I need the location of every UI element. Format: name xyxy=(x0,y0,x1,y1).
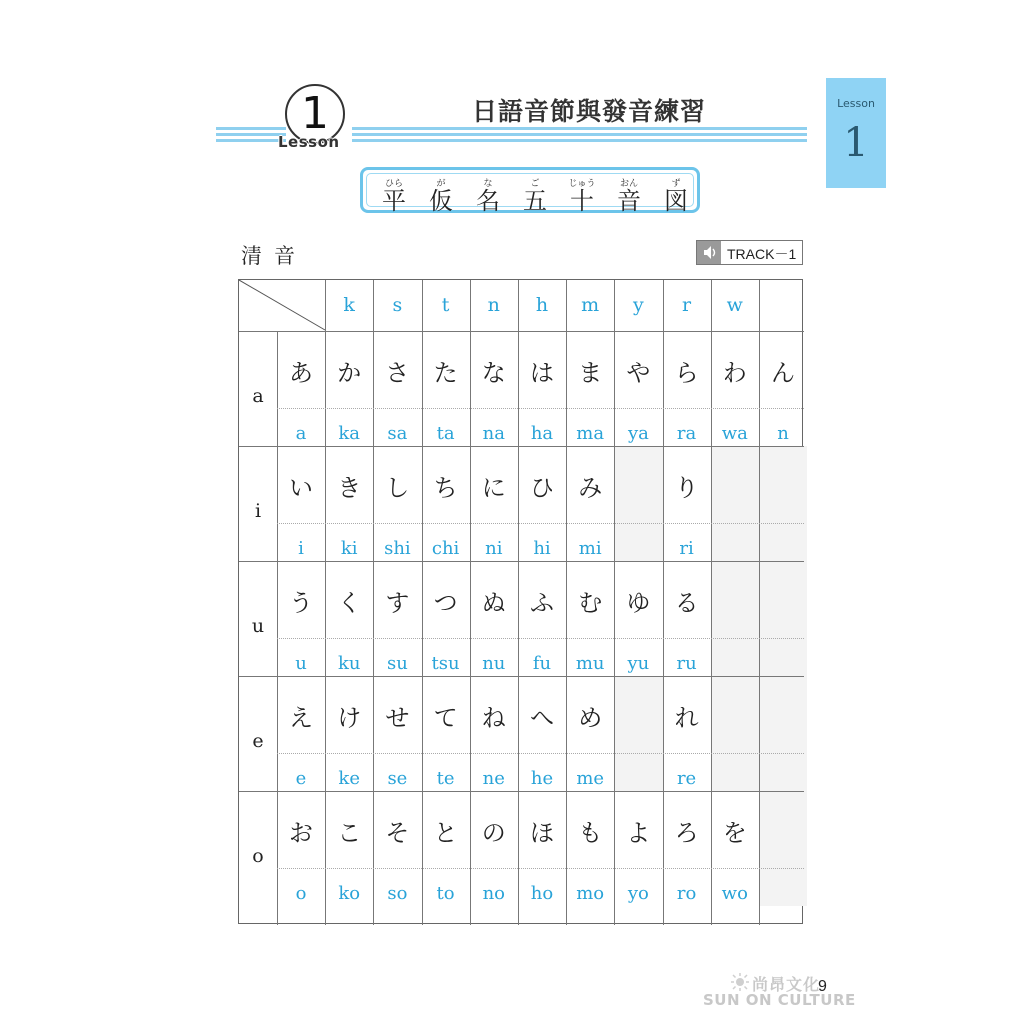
speaker-icon xyxy=(697,241,721,264)
kana-cell: た xyxy=(433,359,458,387)
romaji-cell: fu xyxy=(532,653,552,674)
kana-cell: ま xyxy=(578,359,603,387)
romaji-cell: ka xyxy=(338,423,360,444)
vowel-label: e xyxy=(252,730,264,752)
romaji-cell: yo xyxy=(627,883,649,904)
grid-line xyxy=(239,561,804,562)
romaji-cell: na xyxy=(482,423,505,444)
banner-ruby: ご xyxy=(530,179,540,189)
consonant-header: s xyxy=(392,294,403,316)
publisher-watermark-cn: 尚昂文化 xyxy=(752,975,821,994)
kana-cell: そ xyxy=(385,819,410,847)
kana-cell: さ xyxy=(385,359,410,387)
kana-cell: て xyxy=(433,704,458,732)
page-number: 9 xyxy=(818,978,827,995)
romaji-cell: i xyxy=(298,538,304,559)
romaji-cell: ru xyxy=(676,653,697,674)
romaji-cell: se xyxy=(387,768,408,789)
romaji-cell: su xyxy=(386,653,408,674)
consonant-header: r xyxy=(682,294,692,316)
romaji-cell: ri xyxy=(679,538,694,559)
kana-cell: の xyxy=(481,819,506,847)
kana-cell: ぬ xyxy=(481,589,506,617)
romaji-cell: mu xyxy=(575,653,605,674)
banner-main: 名 xyxy=(476,187,500,215)
dotted-divider xyxy=(277,868,804,869)
romaji-cell: mo xyxy=(576,883,605,904)
kana-cell: も xyxy=(578,819,603,847)
grid-line xyxy=(239,331,804,332)
kana-cell: わ xyxy=(722,359,747,387)
romaji-cell: no xyxy=(482,883,506,904)
vowel-label: a xyxy=(252,385,264,407)
header-stripe xyxy=(352,139,807,142)
empty-cell xyxy=(759,676,807,791)
section-title: 清音 xyxy=(241,244,307,268)
dotted-divider xyxy=(277,753,804,754)
kana-cell: に xyxy=(481,474,506,502)
kana-cell: よ xyxy=(626,819,651,847)
kana-cell: む xyxy=(578,589,603,617)
lesson-word: Lesson xyxy=(278,133,340,151)
kana-cell: を xyxy=(722,819,747,847)
banner-ruby: な xyxy=(483,179,493,189)
kana-cell: き xyxy=(337,474,362,502)
romaji-cell: ra xyxy=(676,423,697,444)
consonant-header: y xyxy=(633,294,644,316)
romaji-cell: ne xyxy=(482,768,505,789)
empty-cell xyxy=(759,446,807,561)
banner-main: 十 xyxy=(570,187,594,215)
kana-cell: れ xyxy=(674,704,699,732)
publisher-watermark-en: SUN ON CULTURE xyxy=(703,991,856,1009)
romaji-cell: ta xyxy=(436,423,455,444)
header-diagonal xyxy=(239,280,326,331)
kana-cell: ふ xyxy=(530,589,554,617)
kana-cell: ほ xyxy=(530,819,554,847)
header-stripe xyxy=(216,133,286,136)
kana-cell: み xyxy=(578,474,603,502)
banner-char xyxy=(515,179,555,213)
banner-char xyxy=(421,179,461,213)
romaji-cell: e xyxy=(295,768,307,789)
vowel-label: o xyxy=(252,845,264,867)
romaji-cell: ha xyxy=(530,423,554,444)
romaji-cell: shi xyxy=(384,538,411,559)
kana-cell: ん xyxy=(771,359,795,387)
romaji-cell: mi xyxy=(578,538,602,559)
romaji-cell: to xyxy=(436,883,455,904)
dotted-divider xyxy=(277,523,804,524)
kana-cell: う xyxy=(289,589,313,617)
kana-cell: つ xyxy=(433,589,458,617)
kana-cell: か xyxy=(337,359,362,387)
publisher-logo-icon xyxy=(731,973,749,991)
kana-cell: は xyxy=(530,359,554,387)
kana-cell: る xyxy=(674,589,699,617)
consonant-header: t xyxy=(441,294,450,316)
empty-cell xyxy=(711,446,759,561)
page-title: 日語音節與發音練習 xyxy=(472,97,707,126)
banner-ruby: ず xyxy=(671,179,681,189)
romaji-cell: ma xyxy=(576,423,605,444)
track-badge[interactable] xyxy=(696,240,803,265)
empty-cell xyxy=(614,446,662,561)
romaji-cell: chi xyxy=(431,538,460,559)
vowel-label: u xyxy=(251,615,265,637)
banner-ruby: おん xyxy=(619,179,638,189)
kana-cell: へ xyxy=(530,704,554,732)
romaji-cell: u xyxy=(295,653,307,674)
consonant-header: n xyxy=(487,294,500,316)
banner-main: 平 xyxy=(382,187,406,215)
consonant-header: m xyxy=(581,294,600,316)
consonant-header: w xyxy=(726,294,743,316)
romaji-cell: wa xyxy=(721,423,748,444)
banner-main: 音 xyxy=(617,187,641,215)
romaji-cell: o xyxy=(295,883,307,904)
kana-cell: ひ xyxy=(530,474,554,502)
romaji-cell: ku xyxy=(337,653,361,674)
consonant-header: h xyxy=(535,294,549,316)
header-stripe xyxy=(216,127,286,130)
side-tab-label: Lesson xyxy=(837,97,875,110)
romaji-cell: sa xyxy=(387,423,408,444)
kana-cell: け xyxy=(337,704,362,732)
romaji-cell: ni xyxy=(485,538,503,559)
consonant-header: k xyxy=(343,294,355,316)
kana-cell: や xyxy=(626,359,651,387)
banner-char xyxy=(374,179,414,213)
banner-main: 五 xyxy=(523,187,547,215)
kana-cell: め xyxy=(578,704,603,732)
romaji-cell: ro xyxy=(676,883,697,904)
track-label: TRACK－1 xyxy=(727,246,797,262)
romaji-cell: hi xyxy=(533,538,551,559)
romaji-cell: te xyxy=(436,768,455,789)
romaji-cell: ya xyxy=(627,423,649,444)
kana-cell: い xyxy=(289,474,313,502)
romaji-cell: a xyxy=(295,423,307,444)
kana-cell: せ xyxy=(385,704,410,732)
kana-cell: こ xyxy=(337,819,362,847)
romaji-cell: ke xyxy=(338,768,360,789)
kana-cell: ね xyxy=(481,704,506,732)
empty-cell xyxy=(759,561,807,676)
lesson-side-tab xyxy=(826,78,886,188)
romaji-cell: ho xyxy=(530,883,554,904)
banner-ruby: ひら xyxy=(384,179,403,189)
romaji-cell: tsu xyxy=(431,653,460,674)
gojuon-banner xyxy=(360,167,700,213)
banner-ruby: じゅう xyxy=(568,179,596,189)
romaji-cell: re xyxy=(676,768,697,789)
kana-cell: り xyxy=(674,474,699,502)
lesson-number: 1 xyxy=(301,88,329,139)
romaji-cell: me xyxy=(576,768,605,789)
kana-cell: ゆ xyxy=(626,589,651,617)
gojuon-table xyxy=(238,279,803,924)
kana-cell: ら xyxy=(674,359,699,387)
romaji-cell: ko xyxy=(338,883,361,904)
header-stripe xyxy=(352,133,807,136)
romaji-cell: ki xyxy=(340,538,358,559)
romaji-cell: yu xyxy=(627,653,650,674)
empty-cell xyxy=(614,676,662,791)
kana-cell: し xyxy=(385,474,410,502)
banner-char xyxy=(656,179,696,213)
empty-cell xyxy=(711,676,759,791)
romaji-cell: n xyxy=(777,423,789,444)
banner-main: 仮 xyxy=(429,187,453,215)
kana-cell: え xyxy=(289,704,313,732)
empty-cell xyxy=(759,791,807,906)
kana-cell: ち xyxy=(433,474,458,502)
side-tab-number: 1 xyxy=(843,120,869,166)
dotted-divider xyxy=(277,638,804,639)
kana-cell: あ xyxy=(289,359,313,387)
empty-cell xyxy=(711,561,759,676)
banner-ruby: が xyxy=(436,179,446,189)
banner-char xyxy=(468,179,508,213)
kana-cell: と xyxy=(433,819,458,847)
header-stripe xyxy=(216,139,286,142)
kana-cell: く xyxy=(337,589,362,617)
grid-line xyxy=(239,676,804,677)
romaji-cell: he xyxy=(530,768,554,789)
romaji-cell: wo xyxy=(721,883,748,904)
vowel-label: i xyxy=(254,500,262,522)
kana-cell: お xyxy=(289,819,313,847)
grid-line xyxy=(239,791,804,792)
kana-cell: す xyxy=(385,589,410,617)
romaji-cell: so xyxy=(387,883,408,904)
romaji-cell: nu xyxy=(482,653,506,674)
kana-cell: ろ xyxy=(674,819,699,847)
banner-char xyxy=(562,179,602,213)
dotted-divider xyxy=(277,408,804,409)
banner-char xyxy=(609,179,649,213)
banner-main: 図 xyxy=(664,187,688,215)
grid-line xyxy=(239,446,804,447)
kana-cell: な xyxy=(481,359,506,387)
